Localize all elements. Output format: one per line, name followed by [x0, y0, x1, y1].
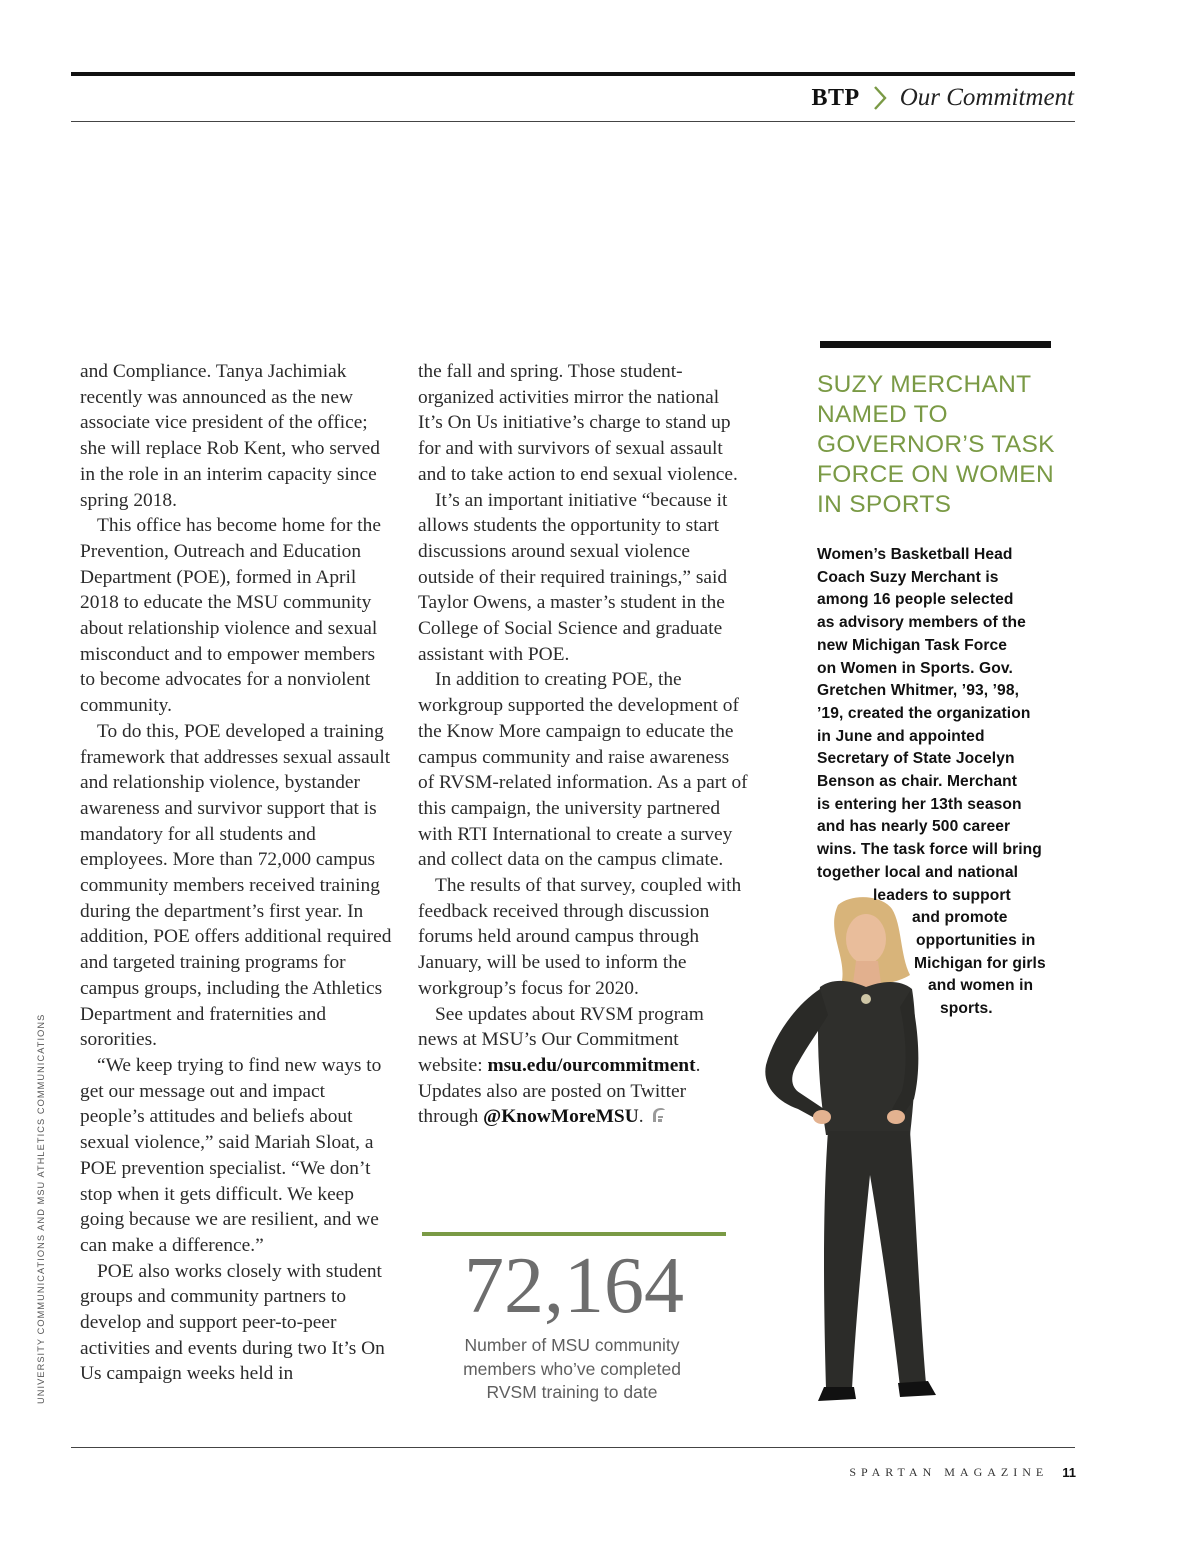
twitter-handle-link[interactable]: @KnowMoreMSU [483, 1106, 639, 1128]
sidebar-body-line: Women’s Basketball Head [817, 546, 1013, 563]
closing-text-3: . [638, 1106, 644, 1128]
article-column-1 [80, 359, 392, 1387]
sidebar-body-line: Benson as chair. Merchant [817, 773, 1018, 790]
page-footer [849, 1465, 1076, 1480]
header-underline [71, 121, 1075, 122]
magazine-name: SPARTAN MAGAZINE [849, 1465, 1049, 1479]
sidebar-headline [817, 370, 1067, 520]
paragraph: It’s an important initiative “because it allows students the opportunity to start discussions around sexual violence outside of their required trainings,” said Taylor Owens, a master’s student in the College of Social Science and graduate assistant with POE. [418, 489, 728, 665]
sidebar-body-line: as advisory members of the [817, 614, 1026, 632]
sidebar-body-line: Secretary of State Jocelyn [817, 750, 1015, 768]
sidebar-body-line: ’19, created the organization [817, 704, 1031, 722]
sidebar-body-line: new Michigan Task Force [817, 636, 1008, 654]
paragraph: In addition to creating POE, the workgroup supported the development of the Know More campaign to educate the campus community and raise awareness of RVSM-related information. As a part of this campaign, the university partnered with RTI International to create a survey and collect data on the campus climate. [418, 669, 748, 871]
headline-line: FORCE ON WOMEN [817, 461, 1054, 488]
sidebar-body-line: and promote [912, 909, 1008, 927]
stat-caption-line: Number of MSU community [464, 1335, 680, 1355]
stat-caption-line: members who’ve completed [463, 1358, 681, 1379]
section-title: Our Commitment [899, 84, 1074, 111]
sidebar-body-line: and has nearly 500 career [817, 818, 1011, 836]
sidebar-body-line: Gretchen Whitmer, ’93, ’98, [817, 682, 1020, 700]
stat-caption [430, 1334, 714, 1405]
paragraph: the fall and spring. Those student-organized activities mirror the national It’s On Us initiative’s charge to stand up for and with survivors of sexual assault and to take action to end sexual violence. [418, 361, 738, 485]
paragraph: The results of that survey, coupled with feedback received through discussion forums held around campus through January, will be used to inform the workgroup’s focus for 2020. [418, 875, 742, 999]
stat-rule [422, 1232, 726, 1236]
headline-line: IN SPORTS [817, 491, 952, 518]
sidebar-rule [820, 341, 1051, 348]
top-rule [71, 72, 1075, 76]
sidebar-body-line: Coach Suzy Merchant is [817, 568, 999, 586]
sidebar-body-line: on Women in Sports. Gov. [817, 659, 1013, 677]
closing-paragraph [418, 1002, 748, 1131]
paragraph: This office has become home for the Prevention, Outreach and Education Department (POE), formed in April 2018 to educate the MSU community about relationship violence and sexual misconduct and to empower members to become advocates for a nonviolent community. [80, 515, 381, 717]
footer-rule [71, 1447, 1075, 1448]
chevron-right-icon [870, 84, 890, 112]
spartan-helmet-icon [650, 1106, 666, 1124]
sidebar-body-line: in June and appointed [817, 727, 985, 745]
sidebar-body-line: is entering her 13th season [817, 795, 1022, 813]
section-label: BTP [811, 84, 860, 111]
headline-line: NAMED TO [817, 401, 948, 428]
paragraph: To do this, POE developed a training framework that addresses sexual assault and relationship violence, bystander awareness and survivor support that is mandatory for all students and employees. More than 72,000 campus community members received training during the department’s first year. In addition, POE offers additional required and targeted training programs for campus groups, including the Athletics Department and fraternities and sororities. [80, 720, 392, 1051]
photo-credit: UNIVERSITY COMMUNICATIONS AND MSU ATHLETICS COMMUNICATIONS [36, 1013, 46, 1404]
closing-text-1: See updates about RVSM program news at MSU’s Our Commitment website: [418, 1003, 704, 1076]
paragraph: “We keep trying to find new ways to get our message out and impact people’s attitudes and beliefs about sexual violence,” said Mariah Sloat, a POE prevention specialist. “We don’t stop when it gets difficult. We keep going because we are resilient, and we can make a difference.” [80, 1054, 382, 1256]
sidebar-body-line: opportunities in [916, 931, 1036, 949]
stat-caption-line: RVSM training to date [486, 1382, 658, 1402]
website-link[interactable]: msu.edu/ourcommitment [487, 1054, 696, 1076]
headline-line: SUZY MERCHANT [817, 371, 1032, 398]
sidebar-body-line: Michigan for girls [914, 954, 1046, 972]
paragraph: POE also works closely with student groups and community partners to develop and support peer-to-peer activities and events during two It’s On Us campaign weeks held in [80, 1260, 385, 1385]
sidebar-body-line: wins. The task force will bring [817, 841, 1042, 859]
sidebar-body-line: together local and national [817, 863, 1019, 881]
section-header [812, 84, 1075, 112]
sidebar-body-line: and women in [928, 977, 1034, 995]
sidebar-body-line: leaders to support [873, 886, 1011, 904]
sidebar-body-line: sports. [940, 1000, 993, 1017]
article-column-2 [418, 359, 748, 1130]
headline-line: GOVERNOR’S TASK [817, 431, 1055, 458]
closing-text-2: . Updates also are posted on Twitter through [418, 1054, 701, 1128]
paragraph: and Compliance. Tanya Jachimiak recently was announced as the new associate vice president of the office; she will replace Rob Kent, who served in the role in an interim capacity since spring 2018. [80, 361, 380, 511]
page-number: 11 [1062, 1465, 1076, 1480]
stat-number: 72,164 [464, 1242, 684, 1330]
sidebar-body-line: among 16 people selected [817, 591, 1014, 609]
